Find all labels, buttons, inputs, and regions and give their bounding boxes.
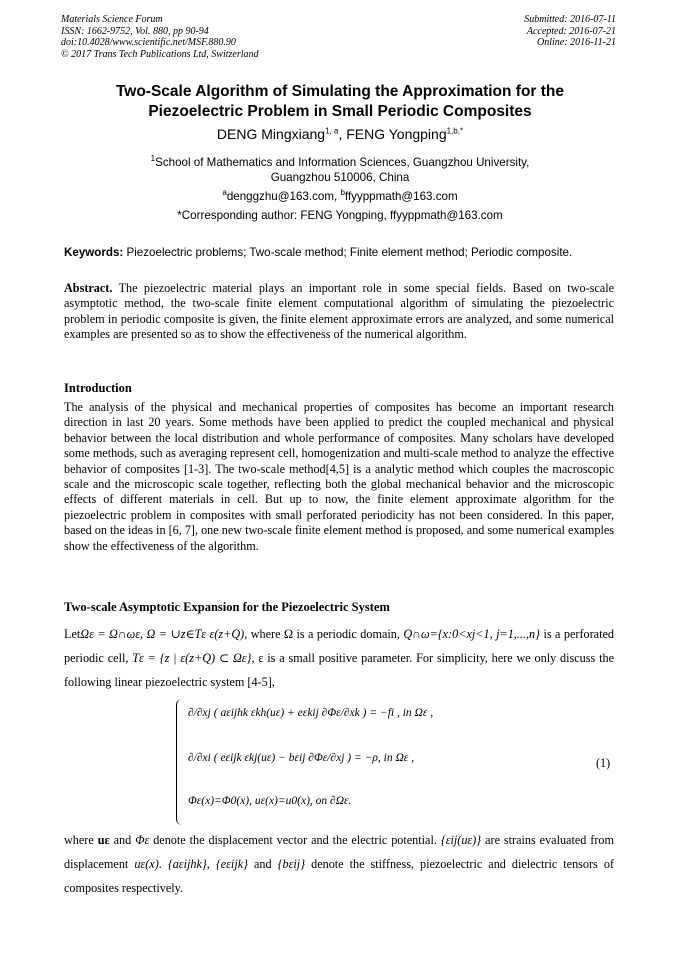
issn: ISSN: 1662-9752, Vol. 880, pp 90-94	[61, 25, 209, 37]
email-b-sup: b	[340, 188, 345, 197]
math-strain: {εij(uε)}	[440, 833, 482, 847]
sec2-text-a: Let	[64, 627, 81, 641]
copyright: © 2017 Trans Tech Publications Ltd, Switzerland	[61, 48, 259, 60]
math-piezo: {eεijk}	[215, 857, 248, 871]
math-cell-def: Q∩ω={x:0<xj<1, j=1,...,n}	[403, 627, 540, 641]
pe-t2: and	[109, 833, 136, 847]
author-1-sup: 1, a	[325, 126, 339, 136]
affiliation-line-2: Guangzhou 510006, China	[270, 170, 410, 184]
equation-line-3: Φε(x)=Φ0(x), uε(x)=u0(x), on ∂Ωε.	[188, 795, 352, 807]
math-dielectric: {bεij}	[277, 857, 306, 871]
email-b: ffyyppmath@163.com	[344, 189, 458, 203]
author-1: DENG Mingxiang	[216, 126, 326, 142]
email-a: denggzhu@163.com,	[226, 189, 341, 203]
email-a-sup: a	[222, 188, 227, 197]
abstract	[64, 281, 614, 343]
title-line-2: Piezoelectric Problem in Small Periodic Composites	[148, 103, 532, 120]
sec2-text-d: , ε is a small positive parameter. For simplicity, here we only discuss the following linear piezoelectric system [4-5],	[64, 651, 614, 689]
online-date: Online: 2016-11-21	[537, 37, 616, 48]
title-line-1: Two-Scale Algorithm of Simulating the Approximation for the	[115, 83, 565, 100]
corresponding-author: *Corresponding author: FENG Yongping, ffyyppmath@163.com	[177, 209, 503, 222]
equation-line-1: ∂/∂xj ( aεijhk εkh(uε) + eεkij ∂Φε/∂xk ) = −fi , in Ωε ,	[188, 707, 434, 719]
emails	[70, 188, 610, 203]
equation-brace	[176, 699, 185, 825]
math-phi: Φε	[135, 833, 150, 847]
math-omega-def: Ωε = Ω∩ωε, Ω = ∪z∈Tε ε(z+Q)	[80, 627, 245, 641]
author-separator: ,	[338, 126, 347, 142]
affiliation	[90, 151, 590, 185]
equation-line-2: ∂/∂xi ( eεijk εkj(uε) − bεij ∂Φε/∂xj ) = −ρ, in Ωε ,	[188, 752, 415, 764]
keywords-text: Piezoelectric problems; Two-scale method; Finite element method; Periodic composite.	[123, 246, 573, 259]
journal-name: Materials Science Forum	[61, 14, 163, 25]
equation-system	[176, 697, 436, 827]
intro-paragraph: The analysis of the physical and mechanical properties of composites has become an important research direction in last 20 years. Some methods have been applied to predict the coupled mechanical and physical behavior between the local distribution and whole performance of composites. Many scholars have developed some methods, such as averaging represent cell, homogenization and multi-scale method to analyze the effective behavior of composites [1-3]. The two-scale method[4,5] is a analytic method which couples the macroscopic scale and the microscopic scale together, reflecting both the global mechanical behavior and the microscopic effects of different materials in cell. But up to now, the finite element approximate algorithm for the piezoelectric problem in composites with small perforated periodicity has not been considered. In this paper, based on the ideas in [6, 7], one new two-scale finite element method is proposed, and some numerical examples show the effectiveness of the algorithm.	[64, 400, 614, 553]
intro-heading: Introduction	[64, 381, 132, 395]
abstract-text: The piezoelectric material plays an important role in some special fields. Based on two-scale asymptotic method, the two-scale finite element computational algorithm of simulating the piezoelectric problem in periodic composite is given, the finite element approximate errors are analyzed, and some numerical examples are presented so as to show the effectiveness of the numerical algorithm.	[64, 281, 614, 342]
affiliation-sup: 1	[150, 154, 156, 163]
author-list	[70, 126, 610, 142]
affiliation-line-1: School of Mathematics and Information Sciences, Guangzhou University,	[155, 155, 530, 169]
doi: doi:10.4028/www.scientific.net/MSF.880.90	[61, 37, 236, 48]
submitted-date: Submitted: 2016-07-11	[524, 14, 616, 25]
paper-title	[70, 82, 610, 122]
math-u-x: uε(x)	[134, 857, 159, 871]
math-stiffness: {aεijhk}	[167, 857, 207, 871]
math-index-set: Tε = {z | ε(z+Q) ⊂ Ωε}	[132, 651, 252, 665]
equation-number: (1)	[596, 756, 611, 770]
keywords-label: Keywords:	[64, 246, 124, 259]
sec2-text-c: is a perforated periodic cell,	[64, 627, 614, 665]
pe-t7: and	[248, 857, 278, 871]
sec2-text-b: , where Ω is a periodic domain,	[244, 627, 404, 641]
post-equation-paragraph	[64, 828, 614, 900]
header-right	[524, 14, 616, 49]
pe-t8: denote the stiffness, piezoelectric and dielectric tensors of composites respectively.	[64, 857, 614, 895]
author-2-sup: 1,b,*	[446, 126, 464, 136]
author-2: FENG Yongping	[346, 126, 447, 142]
accepted-date: Accepted: 2016-07-21	[526, 25, 616, 37]
header-left	[61, 14, 259, 60]
pe-t6: ,	[206, 857, 216, 871]
pe-t3: denote the displacement vector and the electric potential.	[149, 833, 441, 847]
section2-paragraph	[64, 622, 614, 694]
pe-t5: .	[158, 857, 168, 871]
section2-heading: Two-scale Asymptotic Expansion for the Piezoelectric System	[64, 600, 390, 614]
abstract-label: Abstract.	[64, 281, 113, 295]
pe-t1: where	[64, 833, 98, 847]
pe-t4: are strains evaluated from displacement	[64, 833, 614, 871]
math-u: uε	[97, 833, 110, 847]
keywords	[64, 246, 620, 259]
